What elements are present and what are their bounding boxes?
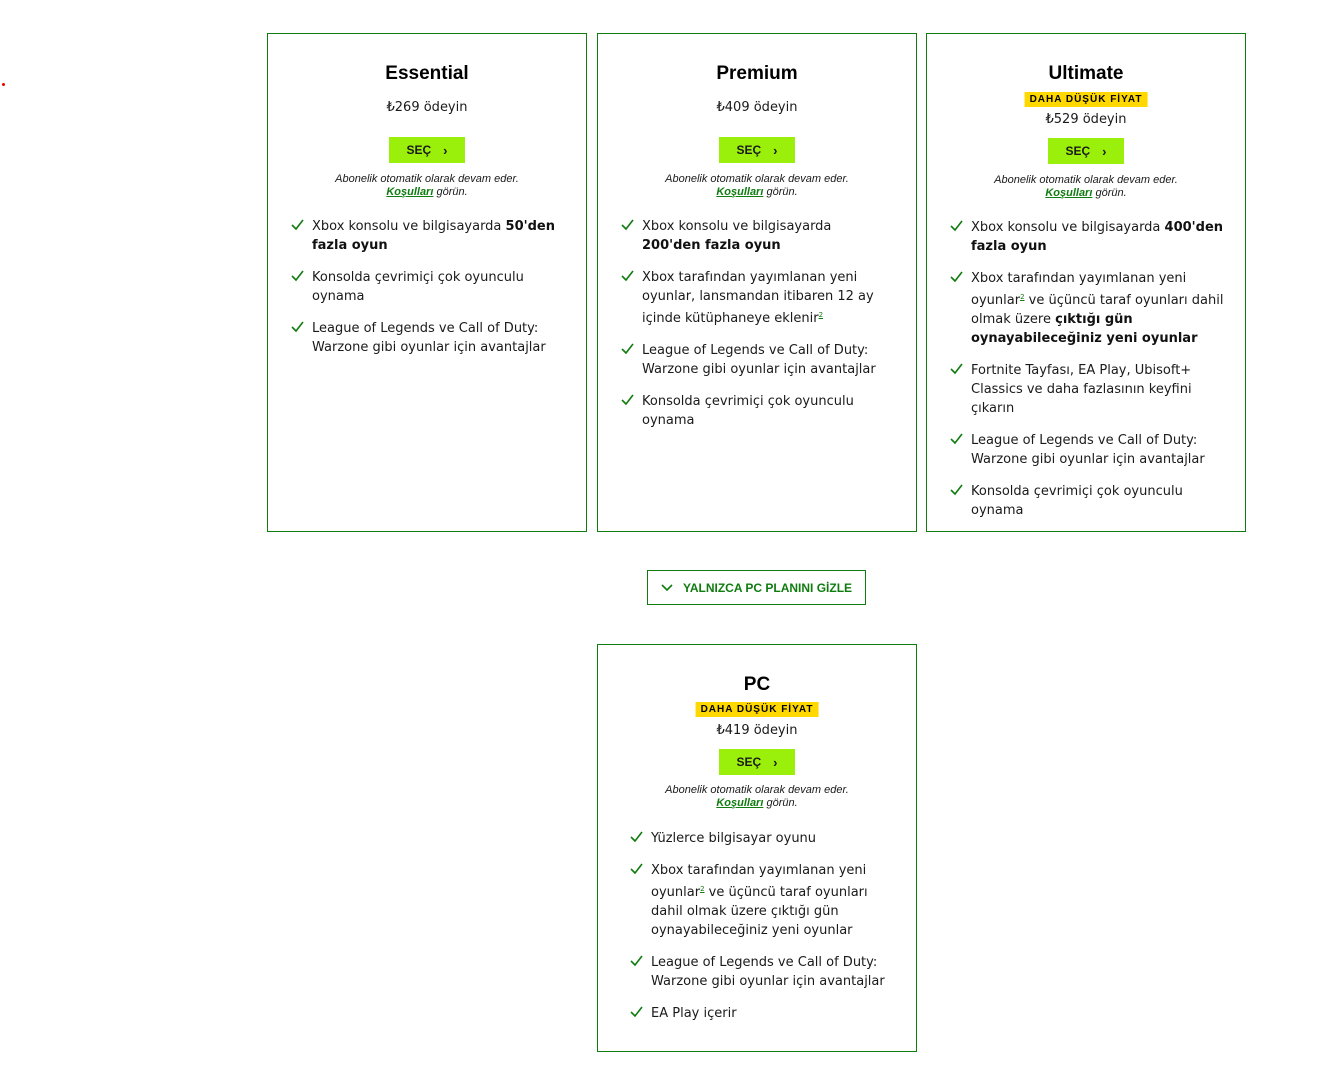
select-button-label: SEÇ — [736, 143, 762, 157]
chevron-right-icon: › — [443, 142, 448, 158]
footnote-link[interactable]: 2 — [1020, 293, 1025, 301]
plan-price: ₺529 ödeyin — [1045, 112, 1127, 127]
plan-title: Essential — [385, 63, 469, 84]
auto-renew-note — [268, 173, 586, 199]
check-icon — [291, 320, 304, 333]
check-icon — [630, 954, 643, 967]
feature-text: Konsolda çevrimiçi çok oyunculu oynama — [971, 484, 1183, 518]
check-icon — [291, 269, 304, 282]
feature-bold: çıktığı gün oynayabileceğiniz yeni oyunlar — [971, 312, 1198, 346]
feature-item — [291, 319, 561, 357]
feature-item — [621, 392, 891, 430]
feature-item — [950, 361, 1232, 418]
select-plan-button[interactable] — [1048, 138, 1124, 164]
plan-card-ultimate — [926, 33, 1246, 532]
feature-list — [630, 829, 898, 1036]
feature-item — [621, 268, 891, 328]
auto-renew-note — [598, 784, 916, 810]
hide-pc-plan-label: YALNIZCA PC PLANINI GİZLE — [682, 580, 853, 595]
select-button-label: SEÇ — [736, 755, 762, 769]
select-plan-button[interactable] — [719, 749, 795, 775]
feature-item — [621, 217, 891, 255]
chevron-right-icon: › — [1102, 143, 1107, 159]
plan-title: PC — [743, 674, 771, 695]
terms-suffix: görün. — [436, 186, 468, 198]
feature-list — [291, 217, 561, 370]
check-icon — [291, 218, 304, 231]
select-button-label: SEÇ — [1065, 144, 1091, 158]
auto-renew-text: Abonelik otomatik olarak devam eder. — [994, 174, 1178, 186]
feature-item — [630, 829, 898, 848]
feature-item — [630, 861, 898, 940]
feature-text: Konsolda çevrimiçi çok oyunculu oynama — [642, 394, 854, 428]
plan-price: ₺419 ödeyin — [716, 723, 798, 738]
chevron-right-icon: › — [773, 754, 778, 770]
red-dot-marker — [2, 83, 5, 86]
auto-renew-note — [927, 174, 1245, 200]
feature-item — [630, 953, 898, 991]
feature-text: Xbox tarafından yayımlanan yeni oyunlar — [651, 863, 867, 900]
terms-link[interactable]: Koşulları — [716, 186, 764, 198]
check-icon — [621, 393, 634, 406]
check-icon — [621, 218, 634, 231]
feature-text: League of Legends ve Call of Duty: Warzone gibi oyunlar için avantajlar — [651, 955, 885, 989]
hide-pc-plan-button[interactable] — [647, 570, 866, 605]
plan-price: ₺409 ödeyin — [716, 100, 798, 115]
select-plan-button[interactable] — [719, 137, 795, 163]
check-icon — [950, 270, 963, 283]
feature-item — [950, 431, 1232, 469]
feature-text: Xbox konsolu ve bilgisayarda — [971, 220, 1165, 235]
feature-bold: 400'den fazla oyun — [971, 220, 1224, 254]
plan-title: Premium — [716, 63, 798, 84]
check-icon — [621, 342, 634, 355]
feature-bold: 200'den fazla oyun — [642, 238, 781, 253]
plan-card-essential — [267, 33, 587, 532]
check-icon — [950, 432, 963, 445]
feature-item — [950, 269, 1232, 348]
feature-item — [630, 1004, 898, 1023]
feature-text: League of Legends ve Call of Duty: Warzone gibi oyunlar için avantajlar — [312, 321, 546, 355]
feature-text: League of Legends ve Call of Duty: Warzone gibi oyunlar için avantajlar — [971, 433, 1205, 467]
feature-item — [950, 218, 1232, 256]
feature-text: Xbox konsolu ve bilgisayarda — [312, 219, 506, 234]
chevron-down-icon — [661, 581, 673, 595]
select-plan-button[interactable] — [389, 137, 465, 163]
feature-item — [291, 268, 561, 306]
check-icon — [950, 362, 963, 375]
terms-link[interactable]: Koşulları — [1045, 187, 1093, 199]
auto-renew-text: Abonelik otomatik olarak devam eder. — [665, 784, 849, 796]
check-icon — [630, 1005, 643, 1018]
check-icon — [950, 483, 963, 496]
feature-text: League of Legends ve Call of Duty: Warzone gibi oyunlar için avantajlar — [642, 343, 876, 377]
lower-price-badge: DAHA DÜŞÜK FİYAT — [1025, 92, 1148, 107]
terms-suffix: görün. — [766, 797, 798, 809]
plan-title: Ultimate — [1048, 63, 1124, 84]
auto-renew-note — [598, 173, 916, 199]
terms-link[interactable]: Koşulları — [716, 797, 764, 809]
check-icon — [950, 219, 963, 232]
check-icon — [630, 862, 643, 875]
chevron-right-icon: › — [773, 142, 778, 158]
feature-text: Konsolda çevrimiçi çok oyunculu oynama — [312, 270, 524, 304]
check-icon — [621, 269, 634, 282]
feature-item — [950, 482, 1232, 520]
footnote-link[interactable]: 2 — [818, 311, 824, 319]
terms-link[interactable]: Koşulları — [386, 186, 434, 198]
auto-renew-text: Abonelik otomatik olarak devam eder. — [665, 173, 849, 185]
feature-text: Yüzlerce bilgisayar oyunu — [651, 831, 817, 846]
feature-text: ve üçüncü taraf oyunları dahil olmak üzere çıktığı gün oynayabileceğiniz yeni oyunlar — [651, 885, 868, 938]
auto-renew-text: Abonelik otomatik olarak devam eder. — [335, 173, 519, 185]
feature-text: Xbox konsolu ve bilgisayarda — [642, 219, 832, 234]
footnote-link[interactable]: 2 — [700, 885, 705, 893]
plan-card-premium — [597, 33, 917, 532]
lower-price-badge: DAHA DÜŞÜK FİYAT — [696, 702, 819, 717]
plan-card-pc — [597, 644, 917, 1052]
feature-text: Fortnite Tayfası, EA Play, Ubisoft+ Classics ve daha fazlasının keyfini çıkarın — [971, 363, 1192, 416]
feature-bold: 50'den fazla oyun — [312, 219, 555, 253]
plan-price: ₺269 ödeyin — [386, 100, 468, 115]
check-icon — [630, 830, 643, 843]
feature-item — [291, 217, 561, 255]
feature-item — [621, 341, 891, 379]
feature-list — [950, 218, 1232, 533]
feature-text: EA Play içerir — [651, 1006, 737, 1021]
feature-text: Xbox tarafından yayımlanan yeni oyunlar — [971, 271, 1187, 308]
feature-list — [621, 217, 891, 443]
terms-suffix: görün. — [766, 186, 798, 198]
feature-text: Xbox tarafından yayımlanan yeni oyunlar, lansmandan itibaren 12 ay içinde kütüphaneye eklenir — [642, 270, 874, 326]
terms-suffix: görün. — [1095, 187, 1127, 199]
feature-text: ve üçüncü taraf oyunları dahil olmak üzere — [971, 293, 1224, 327]
select-button-label: SEÇ — [406, 143, 432, 157]
